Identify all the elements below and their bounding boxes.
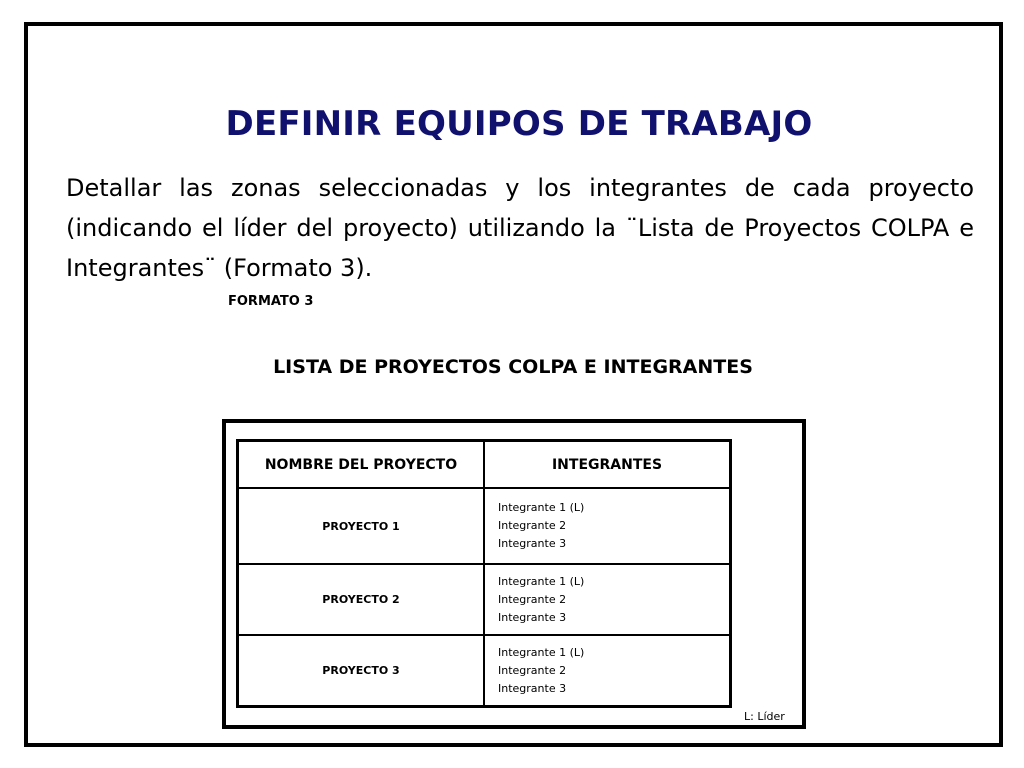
member-item: Integrante 3 [498,681,567,695]
table-row [238,635,731,707]
table-title: LISTA DE PROYECTOS COLPA E INTEGRANTES [273,356,753,378]
member-item: Integrante 3 [498,537,567,550]
members-cell [484,635,731,707]
member-item: Integrante 1 (L) [498,501,585,514]
project-name-cell: PROYECTO 3 [238,635,485,707]
project-name-cell: PROYECTO 2 [238,564,485,635]
table-row [238,564,731,635]
member-item: Integrante 2 [498,663,567,677]
format-label: FORMATO 3 [228,294,314,309]
header-members: INTEGRANTES [484,441,731,489]
slide-description: Detallar las zonas seleccionadas y los integrantes de cada proyecto (indicando el líder del proyecto) utilizando la ¨Lista de Proyectos COLPA e Integrantes¨ (Formato 3). [66,174,974,282]
member-item: Integrante 2 [498,519,567,532]
header-project-name: NOMBRE DEL PROYECTO [238,441,485,489]
member-item: Integrante 1 (L) [498,574,585,588]
slide-title: DEFINIR EQUIPOS DE TRABAJO [225,104,813,144]
members-cell [484,488,731,564]
project-name-cell: PROYECTO 1 [238,488,485,564]
table-row [238,488,731,564]
member-item: Integrante 3 [498,610,567,624]
member-item: Integrante 2 [498,592,567,606]
projects-table [236,439,732,708]
leader-legend: L: Líder [744,710,785,723]
member-item: Integrante 1 (L) [498,645,585,659]
table-header-row [238,441,731,489]
members-cell [484,564,731,635]
